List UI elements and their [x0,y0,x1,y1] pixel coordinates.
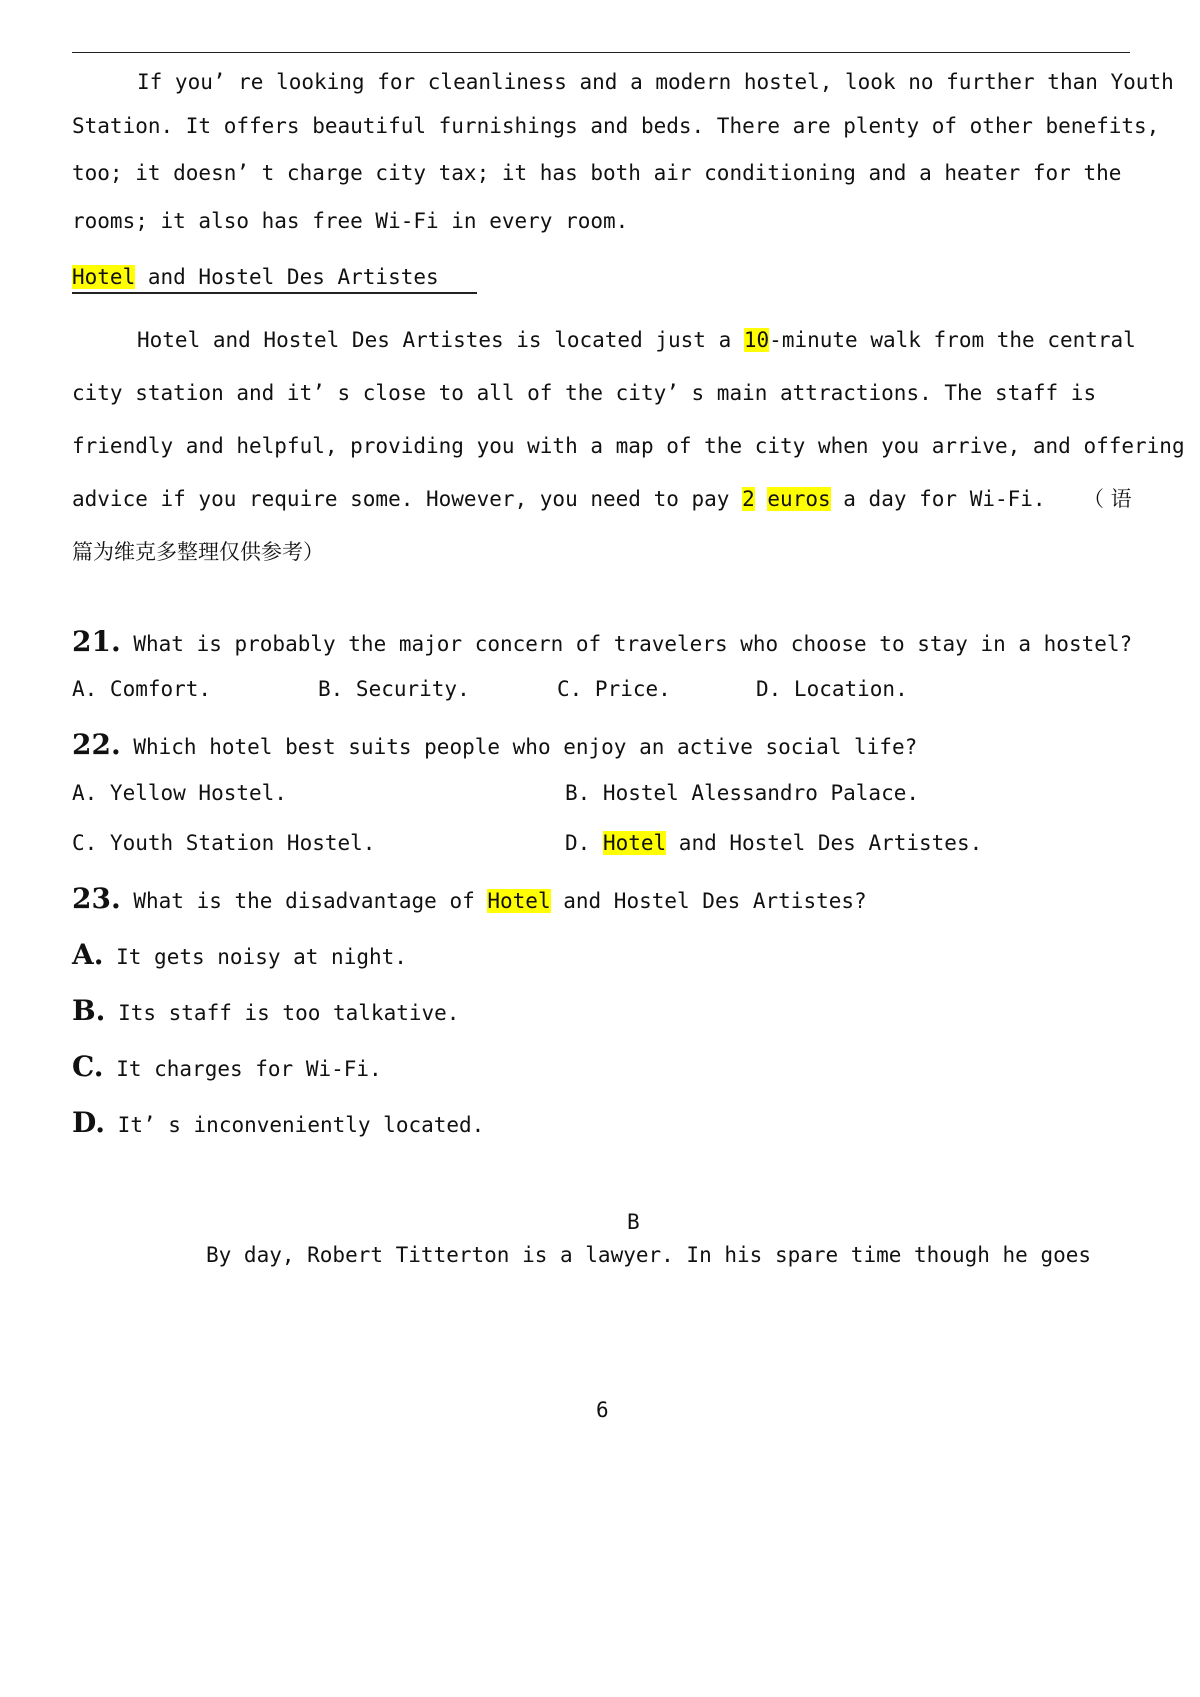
option-c: C. Price. [557,677,671,701]
option-text: and Hostel Des Artistes. [666,831,983,855]
source-note: （ 语 [1083,487,1132,511]
option-c: C. Youth Station Hostel. [72,831,376,855]
option-b [72,994,460,1027]
text-run: -minute walk from the central [769,328,1136,352]
question-stem: and Hostel Des Artistes? [550,889,867,913]
question-number: 23. [72,882,121,915]
paragraph-line: city station and it’ s close to all of the city’ s main attractions. The staff is [72,381,1097,405]
highlight: 10 [743,328,770,352]
paragraph-line: friendly and helpful, providing you with a map of the city when you arrive, and offering [72,434,1185,458]
highlight: Hotel [72,265,136,289]
paragraph-line: too; it doesn’ t charge city tax; it has both air conditioning and a heater for the [72,161,1122,185]
option-letter: D. [565,831,603,855]
option-a: A. Yellow Hostel. [72,781,287,805]
heading-underline [72,292,477,294]
paragraph-line: Station. It offers beautiful furnishings and beds. There are plenty of other benefits, [72,114,1160,138]
section-heading [72,263,439,291]
option-a: A. Comfort. [72,677,212,701]
question-text [72,882,867,915]
option-text: It gets noisy at night. [103,945,407,969]
option-text: It charges for Wi-Fi. [103,1057,382,1081]
highlight: Hotel [487,889,551,913]
top-rule [72,52,1130,53]
paragraph-line [137,326,1136,354]
text-run: a day for Wi-Fi. [830,487,1046,511]
text-run: advice if you require some. However, you need to pay [72,487,743,511]
section-b-label: B [627,1210,640,1234]
paragraph-line [72,485,1046,513]
option-d: D. Location. [756,677,908,701]
question-text [72,625,1133,658]
paragraph-line: rooms; it also has free Wi-Fi in every room. [72,209,629,233]
highlight: Hotel [602,831,667,855]
option-c [72,1050,382,1083]
question-stem: What is the disadvantage of [120,889,488,913]
option-letter: A. [72,938,104,971]
question-text [72,728,918,761]
option-text: It’ s inconveniently located. [105,1113,485,1137]
option-letter: C. [72,1050,104,1083]
option-d [72,1106,485,1139]
heading-text: and Hostel Des Artistes [135,265,439,289]
option-text: Its staff is too talkative. [105,1001,460,1025]
option-d [565,829,982,857]
option-a [72,938,407,971]
question-stem: What is probably the major concern of travelers who choose to stay in a hostel? [120,632,1133,656]
question-number: 22. [72,728,121,761]
option-letter: B. [72,994,106,1027]
page-number: 6 [596,1398,609,1422]
question-number: 21. [72,625,121,658]
highlight: euros [767,487,831,511]
paragraph-line: If you’ re looking for cleanliness and a modern hostel, look no further than Youth [137,70,1174,94]
question-stem: Which hotel best suits people who enjoy an active social life? [120,735,918,759]
section-b-first-line: By day, Robert Titterton is a lawyer. In his spare time though he goes [206,1243,1092,1267]
option-b: B. Hostel Alessandro Palace. [565,781,920,805]
source-note: 篇为维克多整理仅供参考） [72,540,324,564]
text-run: Hotel and Hostel Des Artistes is located just a [137,328,744,352]
highlight: 2 [742,487,755,511]
option-b: B. Security. [318,677,470,701]
option-letter: D. [72,1106,106,1139]
